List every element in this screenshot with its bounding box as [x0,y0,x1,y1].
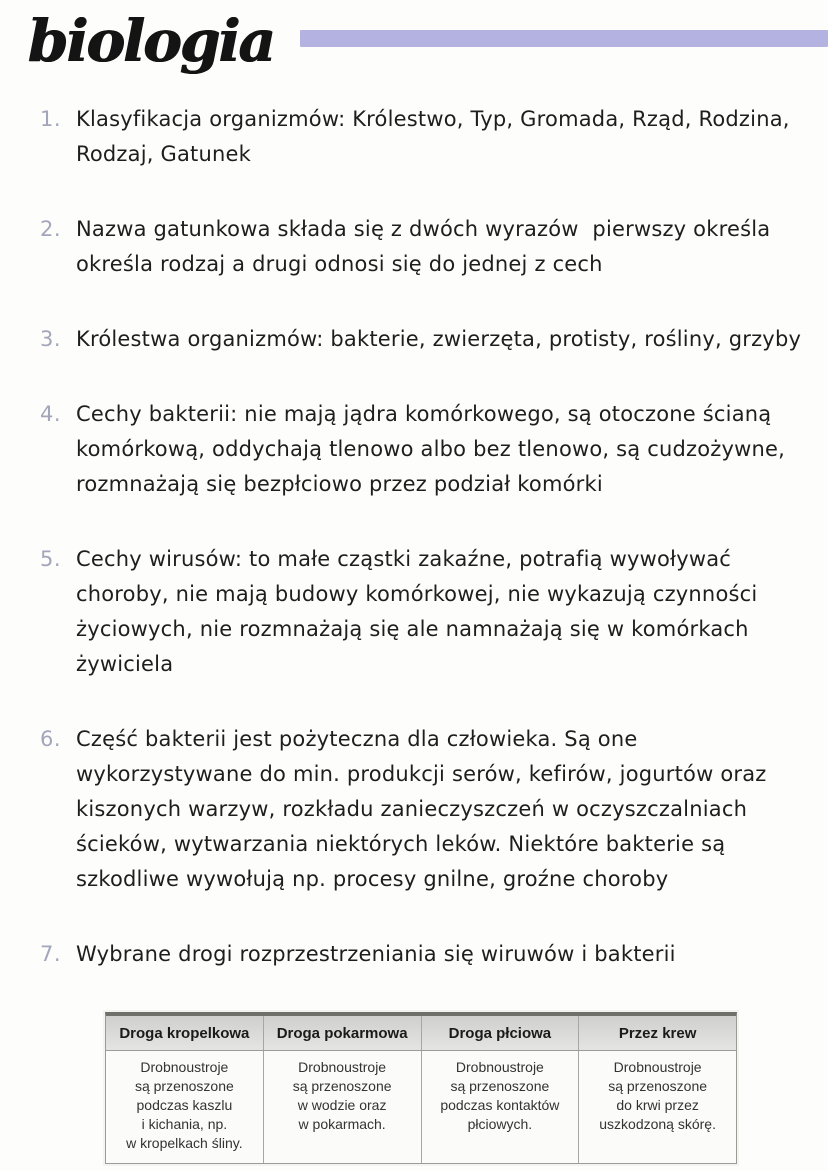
table-cell-line: w wodzie oraz [297,1097,387,1113]
note-number: 7. [40,942,62,966]
table-cell-line: w pokarmach. [298,1116,386,1132]
table-cell-line: są przenoszone [608,1078,708,1094]
note-line: szkodliwe wywołują np. procesy gnilne, groźne choroby [76,867,669,891]
table-cell-line: są przenoszone [134,1078,234,1094]
note-item-2 [40,212,812,282]
table-cell-line: Drobnoustroje [613,1059,702,1075]
table-cell-line: Drobnoustroje [140,1059,229,1075]
note-line: Nazwa gatunkowa składa się z dwóch wyrazów pierwszy określa [76,217,771,241]
note-line: rozmnażają się bezpłciowo przez podział komórki [76,472,603,496]
note-line: Cechy bakterii: nie mają jądra komórkowego, są otoczone ścianą [76,402,772,426]
note-line: Wybrane drogi rozprzestrzeniania się wiruwów i bakterii [76,942,676,966]
note-item-4 [40,397,812,502]
table-cell-line: są przenoszone [450,1078,550,1094]
table-header-droga-pokarmowa: Droga pokarmowa [264,1016,422,1050]
note-line: życiowych, nie rozmnażają się ale namnażają się w komórkach [76,617,749,641]
note-number: 2. [40,217,62,241]
note-line: Część bakterii jest pożyteczna dla człowieka. Są one [76,727,638,751]
note-number: 4. [40,402,62,426]
table-header-droga-kropelkowa: Droga kropelkowa [106,1016,264,1050]
note-text [76,542,757,682]
table-cell-line: do krwi przez [616,1097,699,1113]
note-item-1 [40,102,812,172]
table-cell-line: Drobnoustroje [455,1059,544,1075]
note-line: kiszonych warzyw, rozkładu zanieczyszczeń w oczyszczalniach [76,797,748,821]
table-cell-droga-pokarmowa [264,1051,422,1163]
note-line: określa rodzaj a drugi odnosi się do jednej z cech [76,252,603,276]
table-cell-line: w kropelkach śliny. [126,1135,243,1151]
note-number: 3. [40,327,62,351]
table-cell-line: podczas kaszlu [136,1097,233,1113]
note-line: wykorzystywane do min. produkcji serów, kefirów, jogurtów oraz [76,762,767,786]
note-line: żywiciela [76,652,174,676]
table-header-row [106,1016,736,1051]
note-text [76,722,767,897]
table-cell-line: i kichania, np. [141,1116,228,1132]
table-header-przez-krew: Przez krew [618,1025,697,1042]
table-cell-line: są przenoszone [292,1078,392,1094]
page-title: biologia [28,7,275,75]
note-line: Królestwa organizmów: bakterie, zwierzęta, protisty, rośliny, grzyby [76,327,802,351]
note-text [76,102,790,172]
table-header-droga-plciowa: Droga płciowa [422,1016,580,1050]
note-text [76,212,770,282]
note-line: Klasyfikacja organizmów: Królestwo, Typ, Gromada, Rząd, Rodzina, [76,107,790,131]
page-header [0,0,828,92]
table-cell-przez-krew [579,1051,736,1163]
notes-list [0,92,828,972]
table-body-row [106,1051,736,1163]
note-number: 5. [40,547,62,571]
note-number: 6. [40,727,62,751]
note-text [76,397,785,502]
note-text [76,322,801,357]
note-line: Cechy wirusów: to małe cząstki zakaźne, potrafią wywoływać [76,547,732,571]
accent-bar [300,30,828,47]
table-cell-line: płciowych. [467,1116,533,1132]
table-cell-droga-plciowa [422,1051,580,1163]
note-line: Rodzaj, Gatunek [76,142,251,166]
table-cell-line: Drobnoustroje [298,1059,387,1075]
note-item-6 [40,722,812,897]
note-item-5 [40,542,812,682]
note-number: 1. [40,107,62,131]
table-cell-line: podczas kontaktów [440,1097,560,1113]
table-cell-line: uszkodzoną skórę. [599,1116,716,1132]
transmission-routes-table [105,1012,737,1164]
note-line: komórkową, oddychają tlenowo albo bez tlenowo, są cudzożywne, [76,437,786,461]
note-line: choroby, nie mają budowy komórkowej, nie wykazują czynności [76,582,758,606]
note-item-3 [40,322,812,357]
table-cell-droga-kropelkowa [106,1051,264,1163]
note-line: ścieków, wytwarzania niektórych leków. Niektóre bakterie są [76,832,726,856]
note-text [76,937,676,972]
note-item-7 [40,937,812,972]
